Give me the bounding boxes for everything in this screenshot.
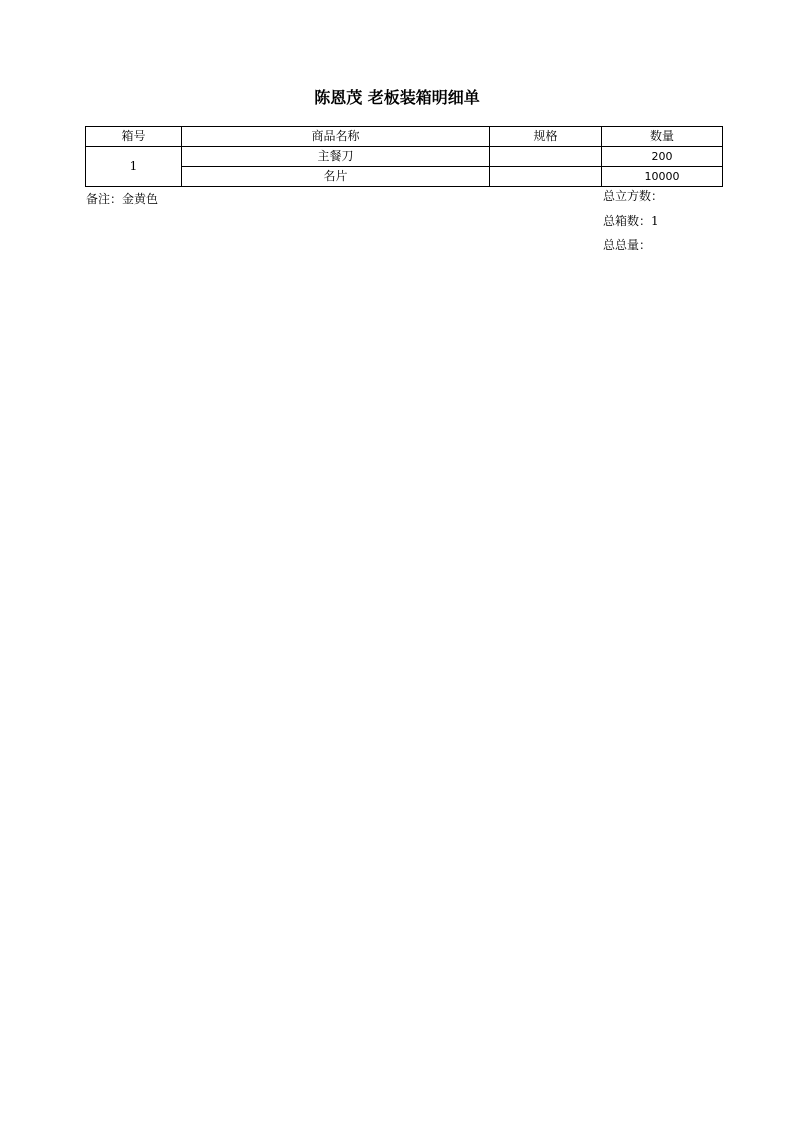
spec-cell xyxy=(490,147,602,167)
document-title: 陈恩茂 老板装箱明细单 xyxy=(314,88,480,107)
header-quantity: 数量 xyxy=(602,127,723,147)
total-boxes-line xyxy=(603,213,659,229)
packing-table xyxy=(85,126,723,187)
quantity-cell: 200 xyxy=(602,147,723,167)
table-row xyxy=(86,167,723,187)
remark-value: 金黄色 xyxy=(122,192,159,206)
product-name-cell: 名片 xyxy=(182,167,490,187)
total-volume-label: 总立方数： xyxy=(603,189,664,203)
remark-label: 备注： xyxy=(86,192,123,206)
total-weight-label: 总总量： xyxy=(603,238,652,252)
product-name-cell: 主餐刀 xyxy=(182,147,490,167)
header-spec: 规格 xyxy=(490,127,602,147)
total-weight-line xyxy=(603,237,651,253)
header-box-no: 箱号 xyxy=(86,127,182,147)
quantity-cell: 10000 xyxy=(602,167,723,187)
spec-cell xyxy=(490,167,602,187)
total-boxes-value: 1 xyxy=(651,214,659,228)
total-volume-line xyxy=(603,188,663,204)
table-row xyxy=(86,147,723,167)
header-product-name: 商品名称 xyxy=(182,127,490,147)
table-header-row xyxy=(86,127,723,147)
total-boxes-label: 总箱数： xyxy=(603,214,652,228)
box-number-cell: 1 xyxy=(86,147,182,187)
remark-line xyxy=(86,191,158,207)
